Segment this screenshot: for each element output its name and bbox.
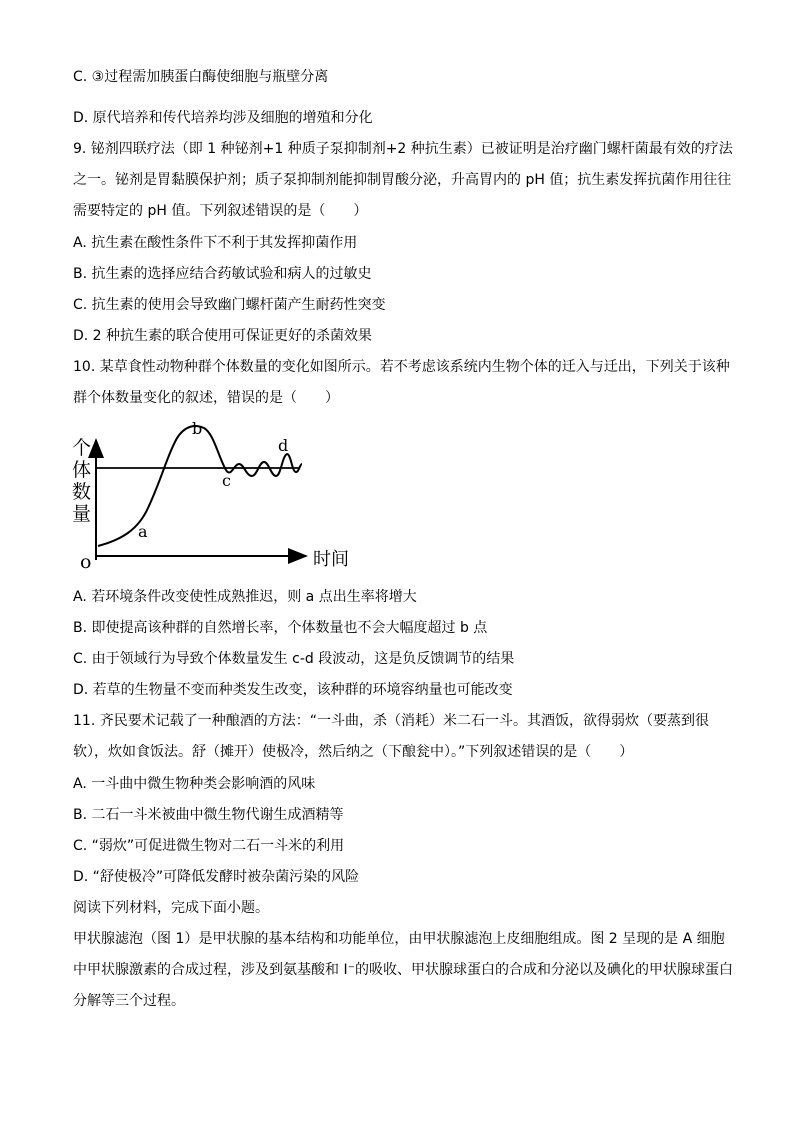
y-axis-label-char-4: 量 xyxy=(72,503,92,525)
point-label-a: a xyxy=(138,522,148,541)
population-curve xyxy=(98,426,302,546)
q11-stem: 11. 齐民要术记载了一种酿酒的方法：“一斗曲，杀（消耗）米二石一斗。其酒饭，欲得弱炊（要蒸到很软），炊如食饭法。舒（摊开）使极冷，然后纳之（下酿瓮中）。”下列叙述错误的是（ ） xyxy=(73,713,709,760)
point-label-d: d xyxy=(278,436,289,455)
y-axis-label-char-2: 体 xyxy=(72,459,92,481)
origin-label: o xyxy=(80,551,92,572)
x-axis-label: 时间 xyxy=(313,549,349,570)
q11-option-b: B. 二石一斗米被曲中微生物代谢生成酒精等 xyxy=(73,807,344,823)
q10-option-b: B. 即使提高该种群的自然增长率，个体数量也不会大幅度超过 b 点 xyxy=(73,620,488,636)
y-axis-label-char-1: 个 xyxy=(72,437,92,459)
reading-intro: 阅读下列材料，完成下面小题。 xyxy=(73,900,269,916)
q9-stem: 9. 铋剂四联疗法（即 1 种铋剂+1 种质子泵抑制剂+2 种抗生素）已被证明是治疗幽门螺杆菌最有效的疗法之一。铋剂是胃黏膜保护剂；质子泵抑制剂能抑制胃酸分泌，升高胃内的 pH 值；抗生素发挥抗菌作用往往需要特定的 pH 值。下列叙述错误的是（ ） xyxy=(73,141,733,219)
q9-option-a: A. 抗生素在酸性条件下不利于其发挥抑菌作用 xyxy=(73,235,358,251)
q10-option-d: D. 若草的生物量不变而种类发生改变，该种群的环境容纳量也可能改变 xyxy=(73,682,513,698)
q10-option-a: A. 若环境条件改变使性成熟推迟，则 a 点出生率将增大 xyxy=(73,589,417,605)
y-axis-label-char-3: 数 xyxy=(72,481,92,503)
q9-option-c: C. 抗生素的使用会导致幽门螺杆菌产生耐药性突变 xyxy=(73,297,386,313)
q11-option-a: A. 一斗曲中微生物种类会影响酒的风味 xyxy=(73,776,316,792)
q8-option-c: C. ③过程需加胰蛋白酶使细胞与瓶壁分离 xyxy=(73,69,329,85)
q10-stem: 10. 某草食性动物种群个体数量的变化如图所示。若不考虑该系统内生物个体的迁入与迁出，下列关于该种群个体数量变化的叙述，错误的是（ ） xyxy=(73,359,730,406)
q11-option-d: D. “舒使极冷”可降低发酵时被杂菌污染的风险 xyxy=(73,869,360,885)
q11-option-c: C. “弱炊”可促进微生物对二石一斗米的利用 xyxy=(73,838,345,854)
point-label-c: c xyxy=(222,471,231,490)
q10-option-c: C. 由于领域行为导致个体数量发生 c-d 段波动，这是负反馈调节的结果 xyxy=(73,651,515,667)
q9-option-b: B. 抗生素的选择应结合药敏试验和病人的过敏史 xyxy=(73,266,372,282)
q8-option-d: D. 原代培养和传代培养均涉及细胞的增殖和分化 xyxy=(73,110,373,126)
material-paragraph: 甲状腺滤泡（图 1）是甲状腺的基本结构和功能单位，由甲状腺滤泡上皮细胞组成。图 2 呈现的是 A 细胞中甲状腺激素的合成过程，涉及到氨基酸和 I⁻的吸收、甲状腺球蛋白的合成和分泌以及碘化的甲状腺球蛋白分解等三个过程。 xyxy=(73,931,733,1009)
q9-option-d: D. 2 种抗生素的联合使用可保证更好的杀菌效果 xyxy=(73,328,373,344)
population-curve-svg xyxy=(66,420,366,572)
point-label-b: b xyxy=(192,420,203,438)
population-curve-figure xyxy=(66,420,366,576)
